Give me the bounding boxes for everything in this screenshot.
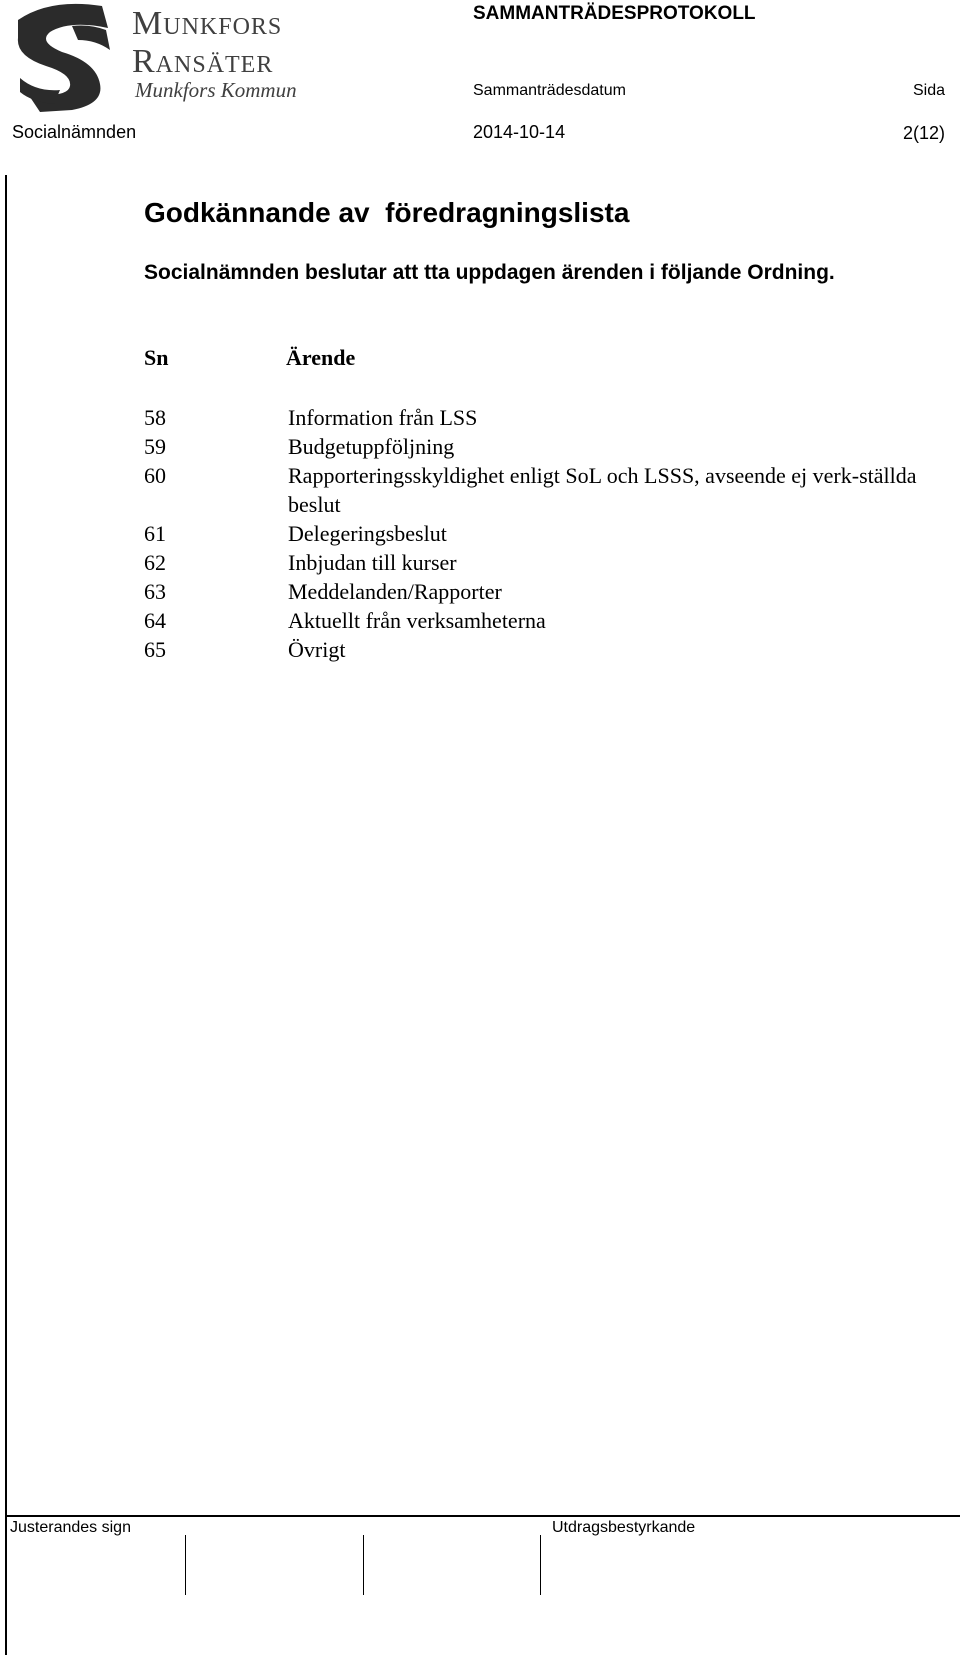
agenda-row-title: Inbjudan till kurser — [288, 550, 457, 575]
municipality-logo-icon — [10, 0, 125, 115]
agenda-column-matter: Ärende — [286, 345, 356, 370]
agenda-row-number: 58 — [144, 405, 166, 430]
logo-name-line1: Munkfors — [132, 5, 283, 42]
meeting-date: 2014-10-14 — [473, 122, 566, 142]
left-margin-rule — [5, 175, 7, 1655]
agenda-rows — [144, 403, 938, 664]
agenda-row-title: Budgetuppföljning — [288, 434, 455, 459]
agenda-row-number: 64 — [144, 608, 166, 633]
committee-name: Socialnämnden — [12, 122, 137, 142]
agenda-row-title: Information från LSS — [288, 405, 478, 430]
agenda-row — [144, 519, 938, 548]
page-number: 2(12) — [902, 123, 945, 143]
agenda-row — [144, 403, 938, 432]
logo-subtitle: Munkfors Kommun — [135, 78, 297, 102]
meeting-date-label: Sammanträdesdatum — [473, 82, 626, 99]
agenda-row-title: Rapporteringsskyldighet enligt SoL och LSSS, avseende ej verk-ställda beslut — [288, 463, 917, 517]
signature-label: Justerandes sign — [10, 1519, 131, 1536]
agenda-row — [144, 432, 938, 461]
agenda-row-title: Delegeringsbeslut — [288, 521, 447, 546]
agenda-column-number: Sn — [144, 345, 169, 370]
agenda-row-title: Meddelanden/Rapporter — [288, 579, 502, 604]
agenda-row — [144, 606, 938, 635]
page-label: Sida — [912, 82, 945, 99]
signature-divider — [540, 1535, 541, 1595]
agenda-row-title: Övrigt — [288, 637, 346, 662]
agenda-header-row — [144, 345, 938, 397]
agenda-row — [144, 635, 938, 664]
agenda-row-number: 59 — [144, 434, 166, 459]
signature-divider — [185, 1535, 186, 1595]
decision-text: Socialnämnden beslutar att tta uppdagen ärenden i följande Ordning. — [144, 261, 835, 284]
agenda-row — [144, 548, 938, 577]
signature-divider — [363, 1535, 364, 1595]
agenda-row-number: 60 — [144, 463, 166, 488]
footer-rule — [5, 1515, 960, 1517]
agenda-row — [144, 577, 938, 606]
agenda-row-number: 61 — [144, 521, 166, 546]
agenda-row — [144, 461, 938, 519]
agenda-row-number: 65 — [144, 637, 166, 662]
agenda-row-title: Aktuellt från verksamheterna — [288, 608, 546, 633]
agenda-table — [144, 345, 938, 664]
logo-name-line2: Ransäter — [132, 43, 274, 80]
document-type: SAMMANTRÄDESPROTOKOLL — [473, 3, 756, 24]
extract-certification-label: Utdragsbestyrkande — [552, 1519, 696, 1536]
agenda-row-number: 63 — [144, 579, 166, 604]
section-title: Godkännande av föredragningslista — [144, 197, 630, 228]
agenda-row-number: 62 — [144, 550, 166, 575]
